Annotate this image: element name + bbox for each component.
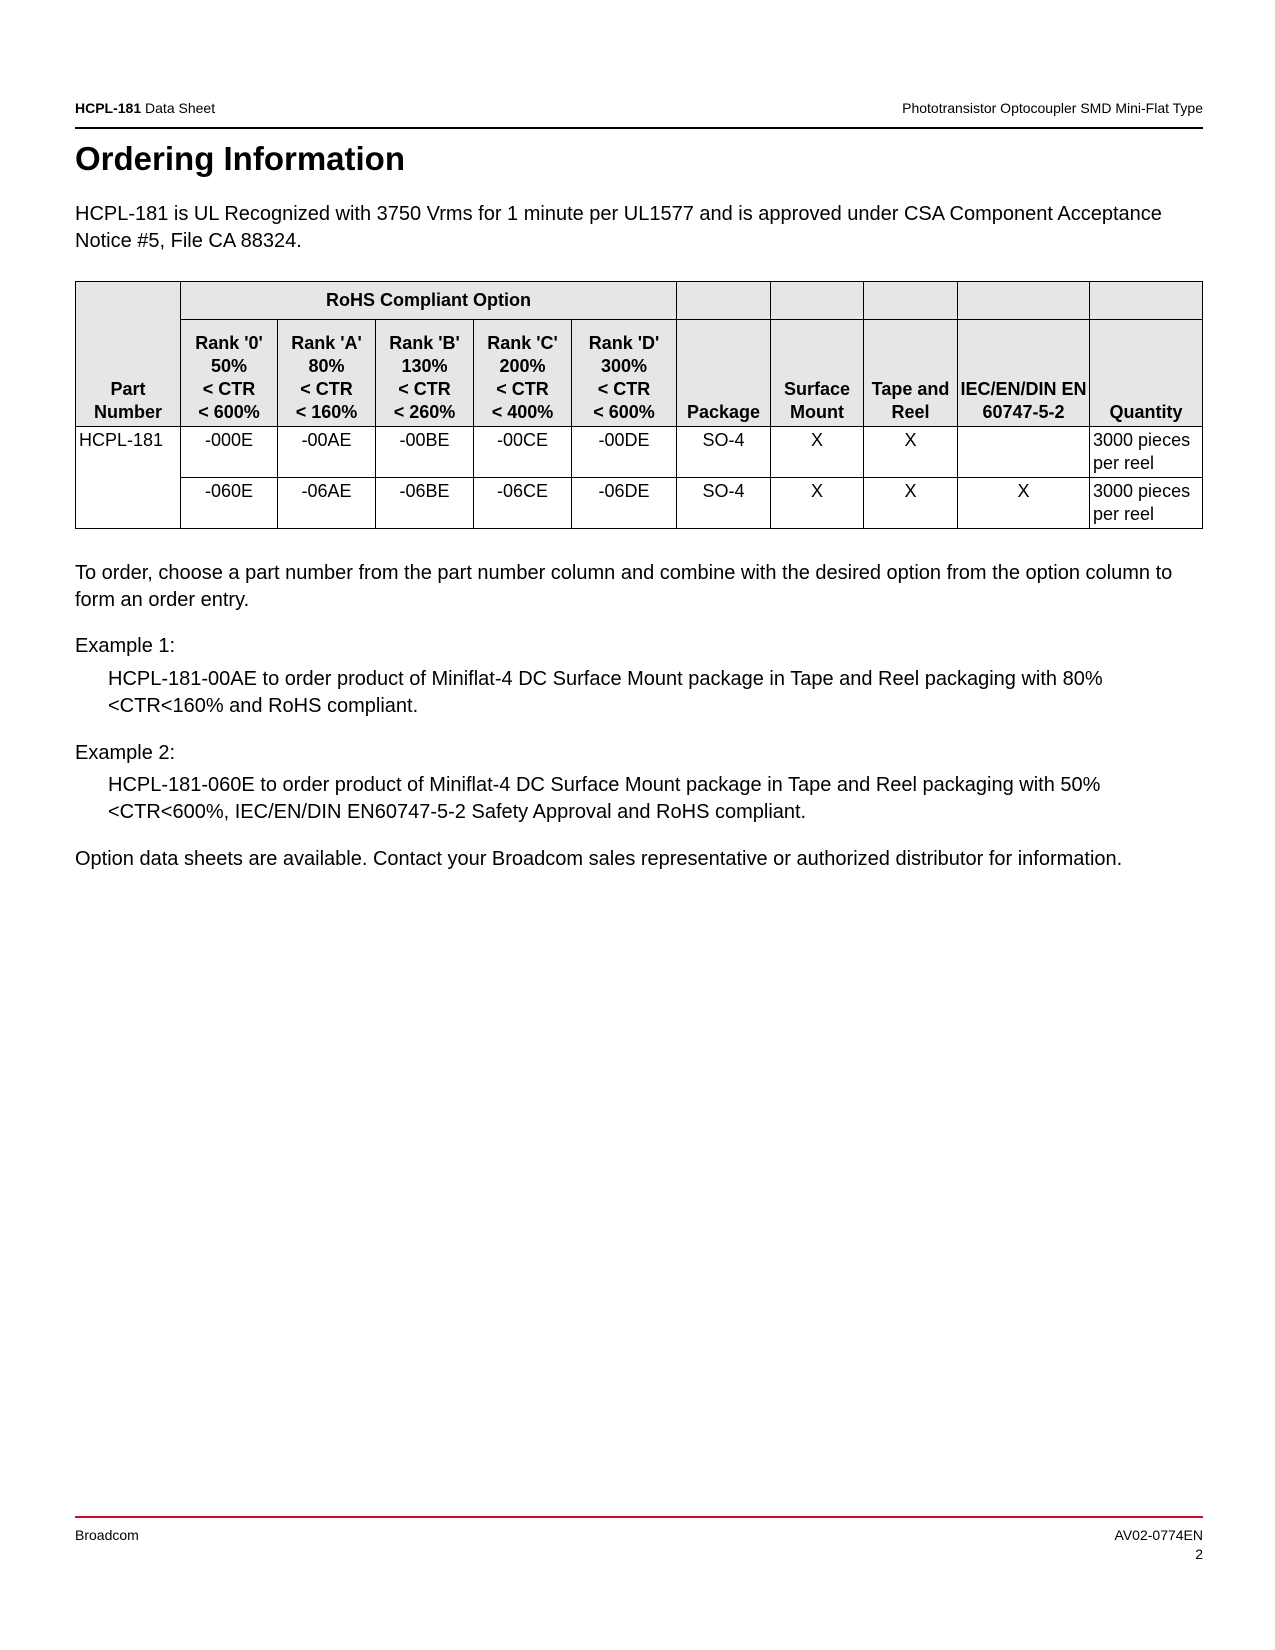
header-part-number: Part Number (76, 282, 181, 427)
column-header: Rank 'B' 130% < CTR < 260% (376, 320, 474, 427)
column-header: IEC/EN/DIN EN 60747-5-2 (958, 320, 1090, 427)
table-cell: X (864, 478, 958, 529)
table-cell: 3000 pieces per reel (1090, 478, 1203, 529)
column-header: Rank 'D' 300% < CTR < 600% (572, 320, 677, 427)
column-header: Rank '0' 50% < CTR < 600% (181, 320, 278, 427)
table-cell: -00AE (278, 427, 376, 478)
example1-text: HCPL-181-00AE to order product of Miniflat-4 DC Surface Mount package in Tape and Reel packaging with 80%<CTR<160% and RoHS compliant. (108, 668, 1103, 717)
intro-paragraph: HCPL-181 is UL Recognized with 3750 Vrms for 1 minute per UL1577 and is approved under CSA Component Acceptance Notice #5, File CA 88324. (75, 203, 1162, 252)
page-title: Ordering Information (75, 140, 405, 177)
table-cell: -00CE (474, 427, 572, 478)
example2-label: Example 2: (75, 742, 176, 764)
table-cell: -00BE (376, 427, 474, 478)
footer-company: Broadcom (75, 1527, 139, 1543)
table-cell: X (771, 478, 864, 529)
closing-paragraph: Option data sheets are available. Contact your Broadcom sales representative or authorized distributor for information. (75, 848, 1123, 870)
table-cell: -06DE (572, 478, 677, 529)
order-instructions: To order, choose a part number from the part number column and combine with the desired option from the option column to form an order entry. (75, 562, 1173, 611)
part-number-cell: HCPL-181 (76, 427, 181, 529)
product-name: HCPL-181 (75, 100, 142, 116)
table-cell: -060E (181, 478, 278, 529)
footer-rule (75, 1516, 1203, 1518)
doc-type: Data Sheet (145, 100, 216, 116)
header-rohs-group: RoHS Compliant Option (181, 282, 677, 320)
table-cell: -06AE (278, 478, 376, 529)
table-cell: SO-4 (677, 427, 771, 478)
table-cell (958, 427, 1090, 478)
column-header: Package (677, 320, 771, 427)
ordering-table (75, 281, 1203, 529)
table-cell: X (771, 427, 864, 478)
header-rule (75, 127, 1203, 129)
column-header: Rank 'A' 80% < CTR < 160% (278, 320, 376, 427)
table-cell: -00DE (572, 427, 677, 478)
column-header: Surface Mount (771, 320, 864, 427)
header-right: Phototransistor Optocoupler SMD Mini-Flat Type (902, 100, 1203, 116)
table-cell: -000E (181, 427, 278, 478)
example1-label: Example 1: (75, 635, 176, 657)
example2-text: HCPL-181-060E to order product of Miniflat-4 DC Surface Mount package in Tape and Reel packaging with 50%<CTR<600%, IEC/EN/DIN EN60747-5-2 Safety Approval and RoHS compliant. (108, 774, 1101, 823)
table-cell: 3000 pieces per reel (1090, 427, 1203, 478)
table-cell: -06BE (376, 478, 474, 529)
header-left (75, 100, 215, 116)
footer-page-number: 2 (1195, 1546, 1203, 1562)
column-header: Tape and Reel (864, 320, 958, 427)
table-cell: -06CE (474, 478, 572, 529)
table-row (76, 427, 1203, 478)
column-header: Quantity (1090, 320, 1203, 427)
table-cell: X (864, 427, 958, 478)
table-row (76, 478, 1203, 529)
footer-doc-number: AV02-0774EN (1114, 1527, 1203, 1543)
table-cell: X (958, 478, 1090, 529)
column-header: Rank 'C' 200% < CTR < 400% (474, 320, 572, 427)
table-cell: SO-4 (677, 478, 771, 529)
